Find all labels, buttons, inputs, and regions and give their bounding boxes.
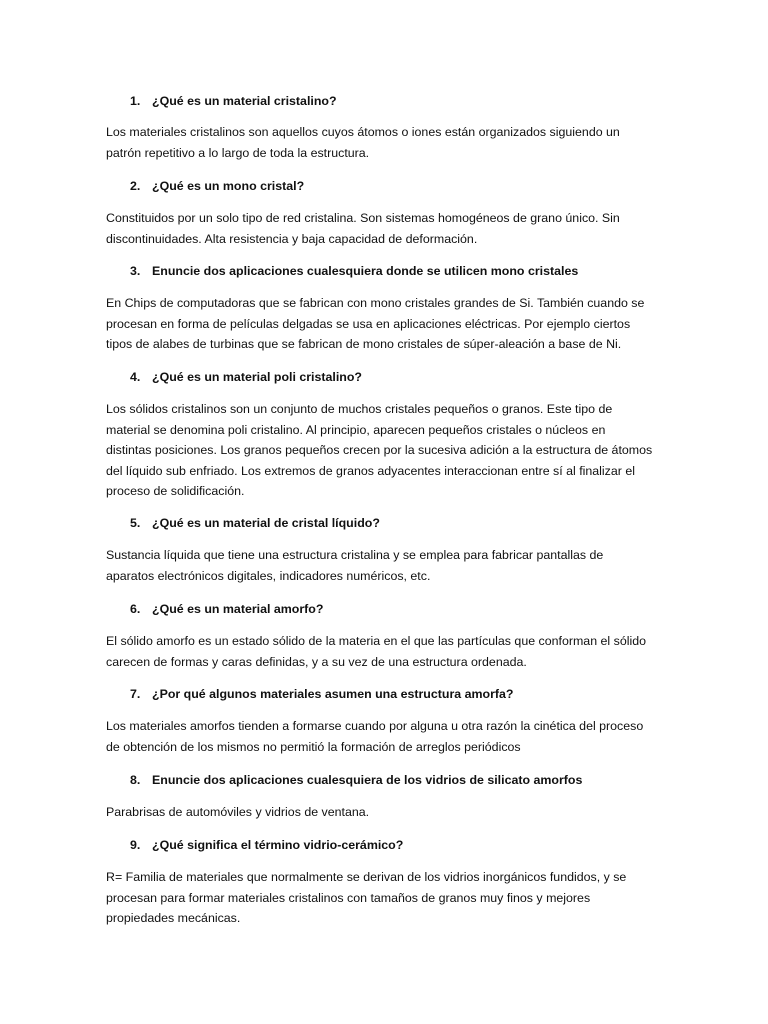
question-title: ¿Qué es un material de cristal líquido? [152, 516, 380, 530]
question-number: 7. [130, 687, 141, 701]
answer-line: R= Familia de materiales que normalmente se derivan de los vidrios inorgánicos fundidos, y se [106, 870, 627, 884]
question-title: ¿Por qué algunos materiales asumen una estructura amorfa? [152, 687, 514, 701]
question-number: 3. [130, 264, 141, 278]
answer-line: material se denomina poli cristalino. Al principio, aparecen pequeños cristales o núcleos en [106, 422, 606, 437]
answer-7 [106, 716, 668, 757]
question-number: 2. [130, 179, 141, 193]
answer-9 [106, 867, 668, 929]
answer-3 [106, 293, 668, 355]
answer-line: del líquido sub enfriado. Los extremos de granos adyacentes interaccionan entre sí al finalizar el [106, 463, 635, 478]
answer-line: tipos de alabes de turbinas que se fabrican de mono cristales de súper-aleación a base de Ni. [106, 337, 622, 351]
answer-line: En Chips de computadoras que se fabrican con mono cristales grandes de Si. También cuando se [106, 296, 645, 310]
answer-line: aparatos electrónicos digitales, indicadores numéricos, etc. [106, 568, 431, 583]
question-title: Enuncie dos aplicaciones cualesquiera de los vidrios de silicato amorfos [152, 773, 583, 787]
question-title: ¿Qué es un material poli cristalino? [152, 370, 362, 384]
question-9-heading [130, 837, 690, 853]
answer-line: Los materiales amorfos tienden a formarse cuando por alguna u otra razón la cinética del proceso [106, 719, 644, 733]
answer-line: Los sólidos cristalinos son un conjunto de muchos cristales pequeños o granos. Este tipo de [106, 402, 613, 416]
answer-8 [106, 802, 668, 823]
answer-line: procesan en forma de películas delgadas se usa en aplicaciones eléctricas. Por ejemplo ciertos [106, 316, 631, 331]
answer-5 [106, 545, 668, 586]
question-number: 9. [130, 838, 141, 852]
answer-line: Los materiales cristalinos son aquellos cuyos átomos o iones están organizados siguiendo un [106, 125, 620, 139]
answer-line: Constituidos por un solo tipo de red cristalina. Son sistemas homogéneos de grano único. Sin [106, 211, 620, 225]
answer-line: discontinuidades. Alta resistencia y baja capacidad de deformación. [106, 231, 478, 246]
answer-line: de obtención de los mismos no permitió la formación de arreglos periódicos [106, 739, 521, 754]
answer-line: carecen de formas y caras definidas, y a su vez de una estructura ordenada. [106, 654, 527, 669]
answer-4 [106, 399, 668, 502]
question-1-heading [130, 93, 690, 109]
answer-line: patrón repetitivo a lo largo de toda la estructura. [106, 145, 370, 160]
answer-line: Parabrisas de automóviles y vidrios de ventana. [106, 805, 370, 819]
question-title: ¿Qué es un mono cristal? [152, 179, 305, 193]
answer-line: distintas posiciones. Los granos pequeños crecen por la sucesiva adición a la estructura de átomos [106, 443, 653, 457]
question-number: 1. [130, 94, 141, 108]
answer-line: propiedades mecánicas. [106, 911, 241, 925]
question-title: ¿Qué es un material cristalino? [152, 94, 337, 108]
question-2-heading [130, 178, 690, 194]
question-5-heading [130, 515, 690, 531]
answer-1 [106, 122, 668, 163]
question-number: 6. [130, 602, 141, 616]
question-title: ¿Qué significa el término vidrio-cerámico? [152, 838, 404, 852]
question-7-heading [130, 686, 690, 702]
question-title: ¿Qué es un material amorfo? [152, 602, 324, 616]
question-8-heading [130, 772, 690, 788]
question-title: Enuncie dos aplicaciones cualesquiera donde se utilicen mono cristales [152, 264, 579, 278]
question-number: 5. [130, 516, 141, 530]
answer-line: procesan para formar materiales cristalinos con tamaños de granos muy finos y mejores [106, 890, 591, 905]
answer-line: proceso de solidificación. [106, 484, 245, 498]
answer-2 [106, 208, 668, 249]
answer-line: Sustancia líquida que tiene una estructura cristalina y se emplea para fabricar pantallas de [106, 548, 604, 562]
question-4-heading [130, 369, 690, 385]
answer-line: El sólido amorfo es un estado sólido de la materia en el que las partículas que conforman el sólido [106, 634, 646, 648]
answer-6 [106, 631, 668, 672]
question-3-heading [130, 263, 690, 279]
question-6-heading [130, 601, 690, 617]
question-number: 8. [130, 773, 141, 787]
question-number: 4. [130, 370, 141, 384]
